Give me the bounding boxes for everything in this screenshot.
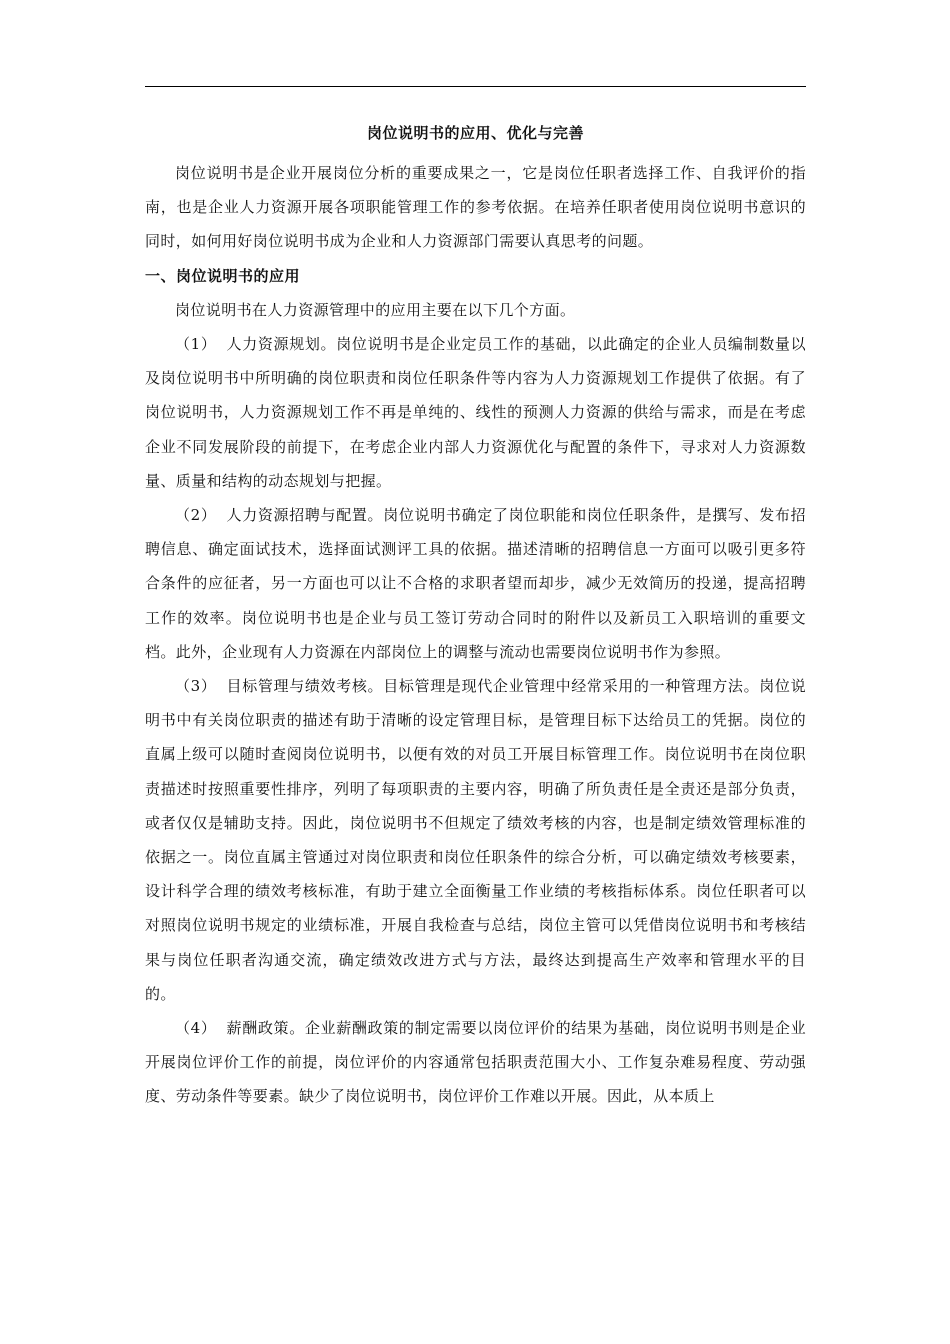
list-item-number: （1） — [175, 335, 217, 354]
list-item-number: （3） — [175, 677, 217, 696]
intro-paragraph: 岗位说明书是企业开展岗位分析的重要成果之一，它是岗位任职者选择工作、自我评价的指南，也是企业人力资源开展各项职能管理工作的参考依据。在培养任职者使用岗位说明书意识的同时，如何用好岗位说明书成为企业和人力资源部门需要认真思考的问题。 — [145, 164, 806, 251]
list-item-text: 目标管理与绩效考核。目标管理是现代企业管理中经常采用的一种管理方法。岗位说明书中有关岗位职责的描述有助于清晰的设定管理目标，是管理目标下达给员工的凭据。岗位的直属上级可以随时查阅岗位说明书，以便有效的对员工开展目标管理工作。岗位说明书在岗位职责描述时按照重要性排序，列明了每项职责的主要内容，明确了所负责任是全责还是部分负责，或者仅仅是辅助支持。因此，岗位说明书不但规定了绩效考核的内容，也是制定绩效管理标准的依据之一。岗位直属主管通过对岗位职责和岗位任职条件的综合分析，可以确定绩效考核要素，设计科学合理的绩效考核标准，有助于建立全面衡量工作业绩的考核指标体系。岗位任职者可以对照岗位说明书规定的业绩标准，开展自我检查与总结，岗位主管可以凭借岗位说明书和考核结果与岗位任职者沟通交流，确定绩效改进方式与方法，最终达到提高生产效率和管理水平的目的。 — [145, 677, 806, 1003]
list-item-text: 薪酬政策。企业薪酬政策的制定需要以岗位评价的结果为基础，岗位说明书则是企业开展岗位评价工作的前提，岗位评价的内容通常包括职责范围大小、工作复杂难易程度、劳动强度、劳动条件等要素。缺少了岗位说明书，岗位评价工作难以开展。因此，从本质上 — [145, 1019, 806, 1106]
document-title: 岗位说明书的应用、优化与完善 — [366, 124, 584, 142]
document-body — [145, 118, 806, 1114]
section-lead-paragraph: 岗位说明书在人力资源管理中的应用主要在以下几个方面。 — [175, 300, 576, 319]
list-item-hr-planning — [145, 327, 806, 498]
list-item-performance — [145, 669, 806, 1011]
list-item-compensation — [145, 1011, 806, 1114]
header-rule — [145, 86, 806, 87]
list-item-number: （4） — [175, 1019, 217, 1038]
list-item-text: 人力资源招聘与配置。岗位说明书确定了岗位职能和岗位任职条件，是撰写、发布招聘信息、确定面试技术，选择面试测评工具的依据。描述清晰的招聘信息一方面可以吸引更多符合条件的应征者，另一方面也可以让不合格的求职者望而却步，减少无效简历的投递，提高招聘工作的效率。岗位说明书也是企业与员工签订劳动合同时的附件以及新员工入职培训的重要文档。此外，企业现有人力资源在内部岗位上的调整与流动也需要岗位说明书作为参照。 — [145, 506, 806, 661]
section-heading-applications: 一、岗位说明书的应用 — [145, 266, 301, 285]
list-item-recruitment — [145, 498, 806, 669]
list-item-text: 人力资源规划。岗位说明书是企业定员工作的基础，以此确定的企业人员编制数量以及岗位说明书中所明确的岗位职责和岗位任职条件等内容为人力资源规划工作提供了依据。有了岗位说明书，人力资源规划工作不再是单纯的、线性的预测人力资源的供给与需求，而是在考虑企业不同发展阶段的前提下，在考虑企业内部人力资源优化与配置的条件下，寻求对人力资源数量、质量和结构的动态规划与把握。 — [145, 335, 806, 490]
list-item-number: （2） — [175, 506, 217, 525]
